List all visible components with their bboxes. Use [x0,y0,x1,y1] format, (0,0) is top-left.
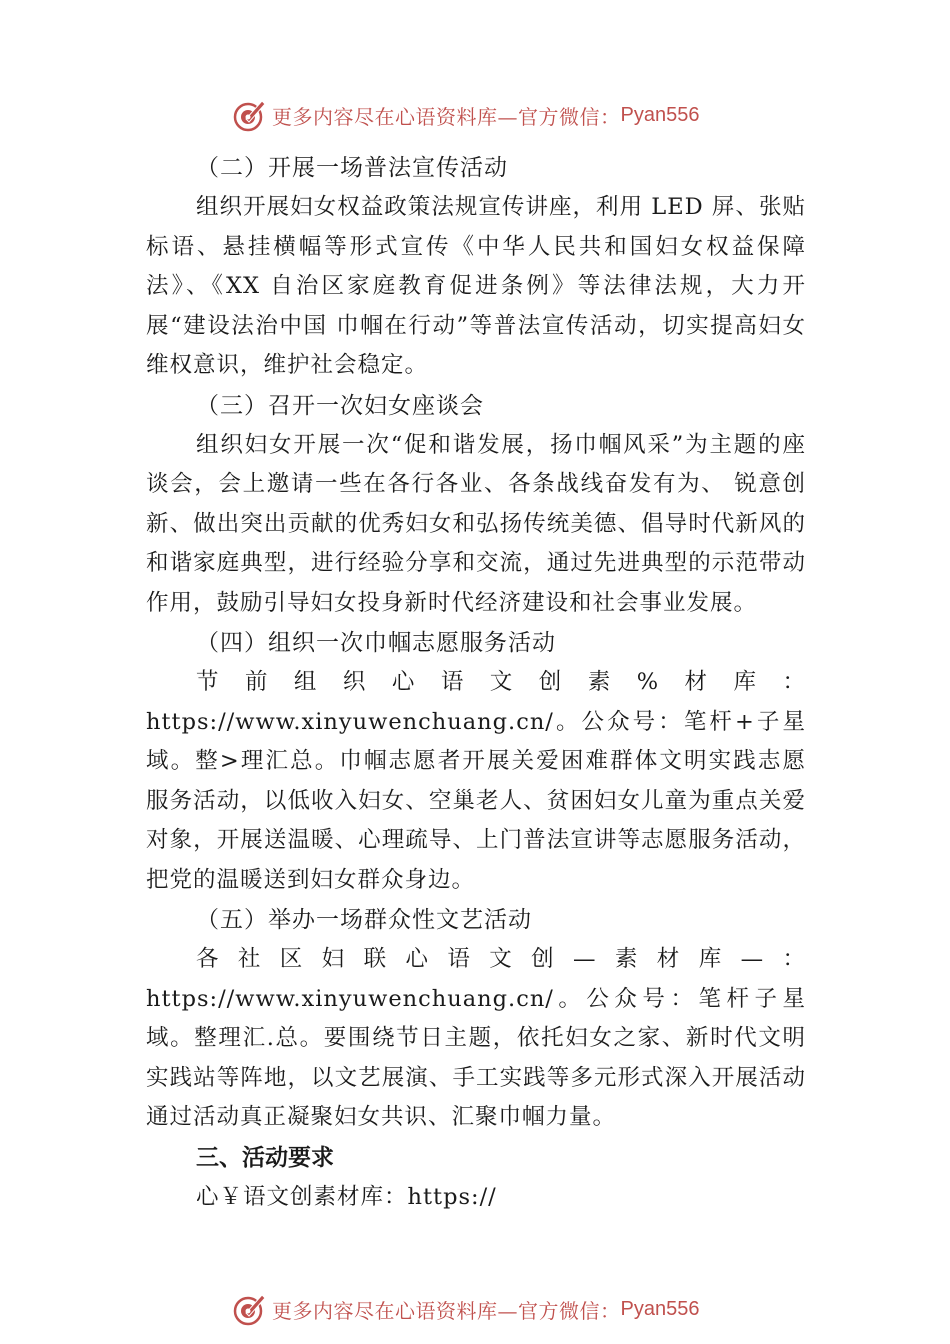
section-heading-2: （二）开展一场普法宣传活动 [196,155,508,181]
pen-logo-icon [232,97,268,133]
section-heading-3: （三）召开一次妇女座谈会 [196,392,484,419]
main-heading-3: 三、活动要求 [196,1144,334,1171]
document-body [146,148,806,1217]
section-body-4: 节前组织心语文创素%材库：https://www.xinyuwenchuang.cn/。公众号：笔杆+子星域。整>理汇总。巾帼志愿者开展关爱困难群体文明实践志愿 服务活动，以低收入妇女、空巢老人、贫困妇女儿童为重点关爱对象，开展送温暖、心理疏导、上门普法宣讲等志愿服务活动，把党的温暖送到妇女群众身边。 [146,669,806,893]
section-body-3: 组织妇女开展一次“促和谐发展，扬巾帼风采”为主题的座谈会，会上邀请一些在各行各业、各条战线奋发有为、 锐意创新、做出突出贡献的优秀妇女和弘扬传统美德、倡导时代新风的和谐家庭典型，进行经验分享和交流，通过先进典型的示范带动作用，鼓励引导妇女投身新时代经济建设和社会事业发展。 [146,431,806,616]
section-body-2: 组织开展妇女权益政策法规宣传讲座，利用 LED 屏、张贴标语、悬挂横幅等形式宣传《中华人民共和国妇女权益保障法》、《XX 自治区家庭教育促进条例》等法律法规，大力开展“建设法治中国 巾帼在行动”等普法宣传活动，切实提高妇女维权意识，维护社会稳定。 [146,194,806,378]
footer-banner [232,1289,752,1329]
banner-text: 更多内容尽在心语资料库—官方微信： [272,104,621,129]
banner-text: 更多内容尽在心语资料库—官方微信： [272,1298,621,1323]
pen-logo-icon [232,1291,268,1327]
section-heading-4: （四）组织一次巾帼志愿服务活动 [196,630,556,656]
banner-wechat-id: Pyan556 [620,103,700,126]
banner-wechat-id: Pyan556 [620,1297,700,1320]
section-body-5: 各社区妇联心语文创—素材库—：https://www.xinyuwenchuang.cn/。公众号：笔杆子星域。整理汇.总。要围绕节日主题，依托妇女之家、新时代文明实践站等阵地，以文艺展演、手工实践等多元形式深入开展活动通过活动真正凝聚妇女共识、汇聚巾帼力量。 [146,946,806,1130]
section-heading-5: （五）举办一场群众性文艺活动 [196,907,532,933]
header-banner [232,95,752,135]
main-body-3: 心￥语文创素材库：https:// [196,1183,497,1210]
